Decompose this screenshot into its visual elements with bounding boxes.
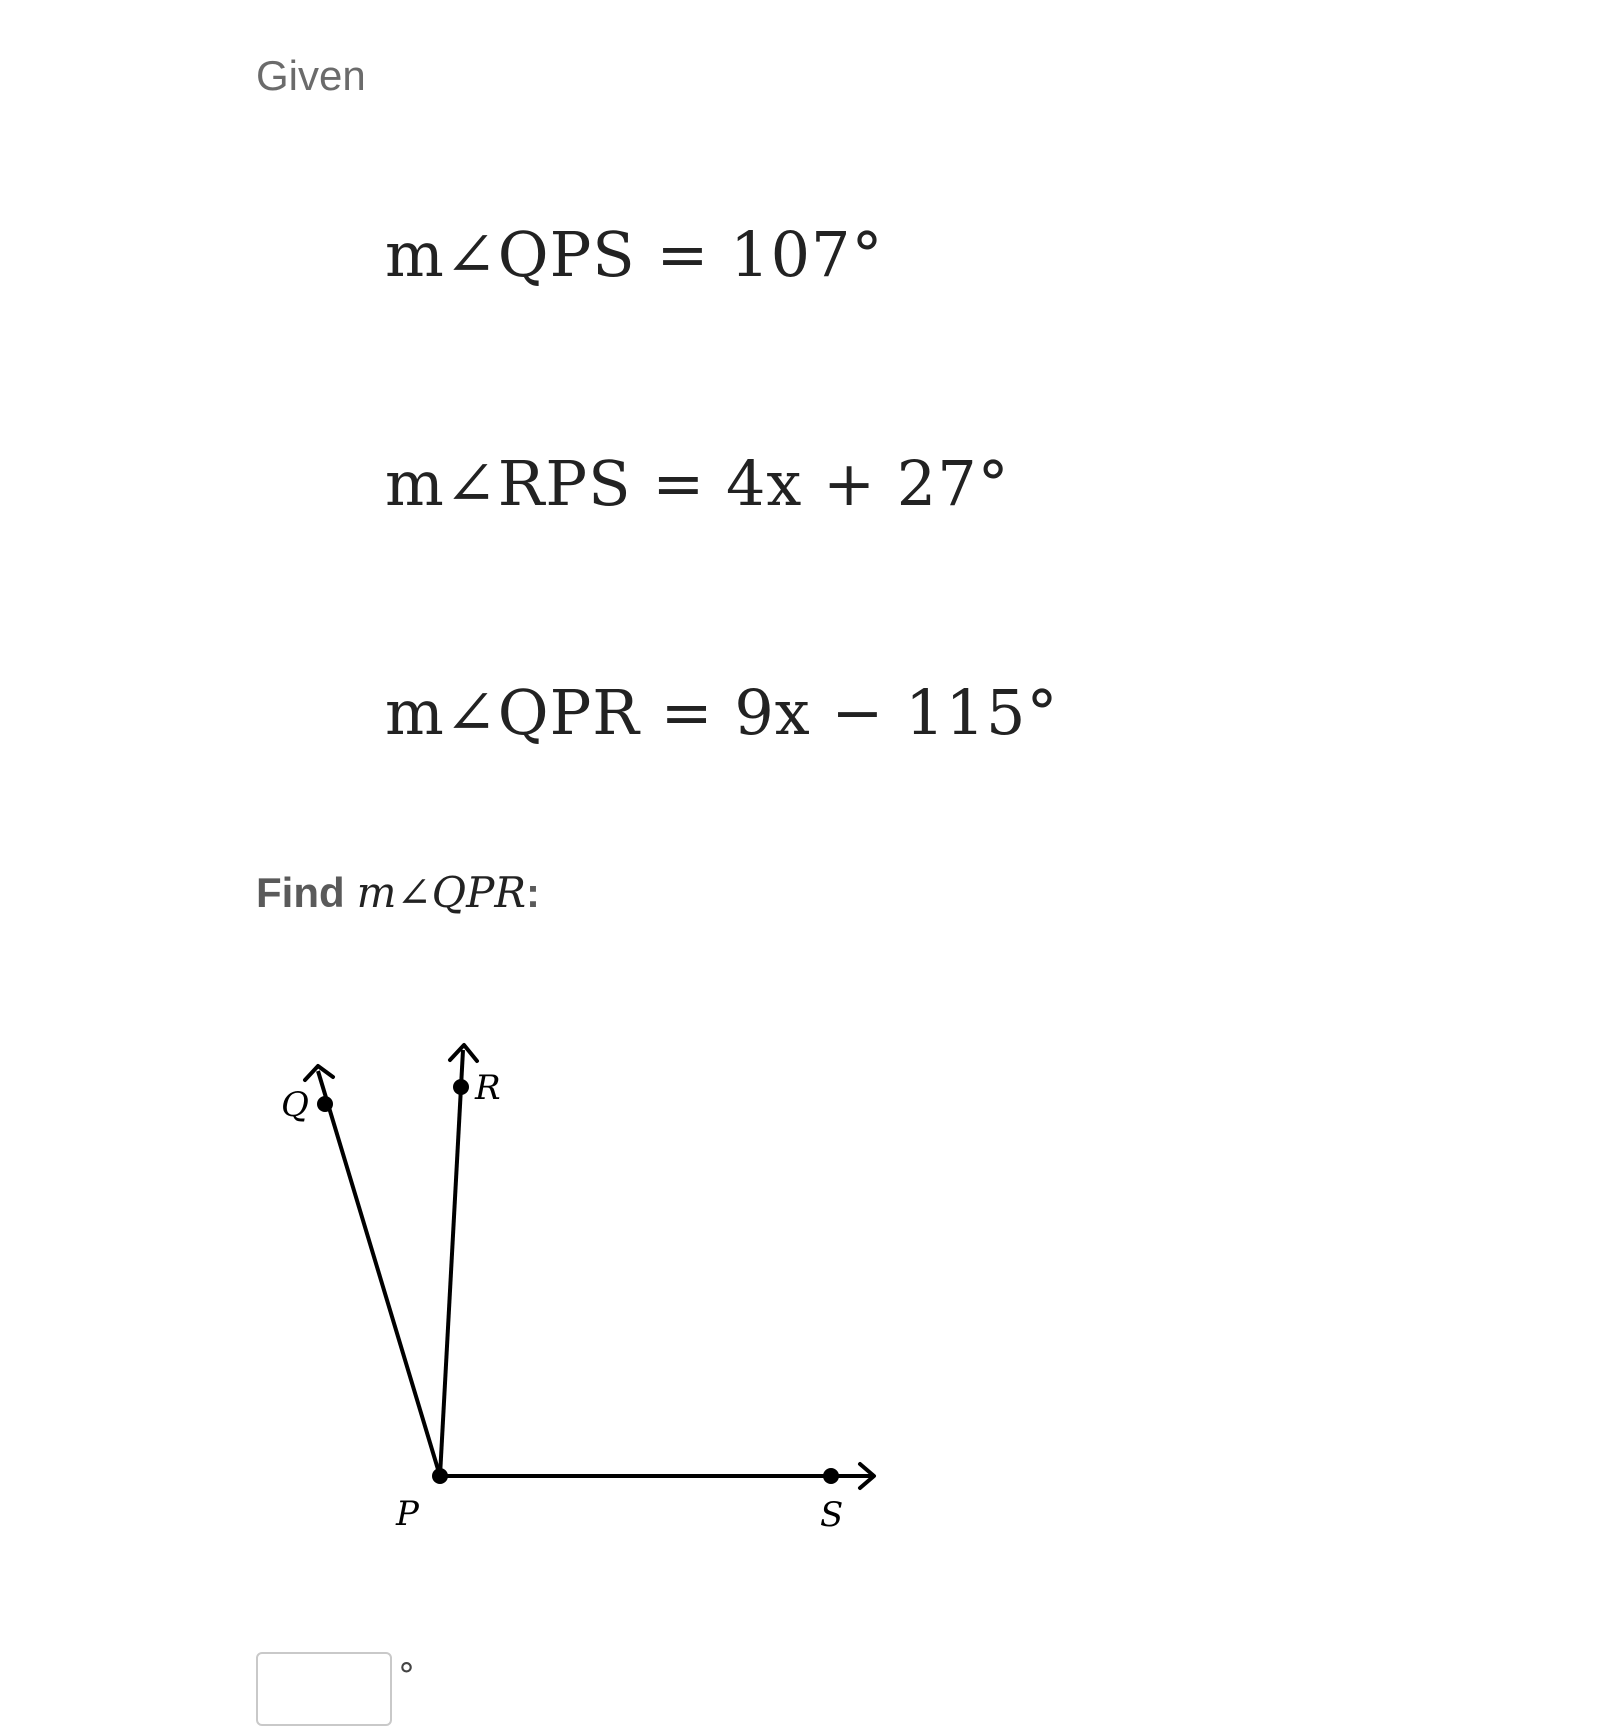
ray-pr-arrowhead (450, 1045, 477, 1061)
point-q (317, 1096, 333, 1112)
ray-ps-arrowhead (860, 1464, 874, 1488)
label-r: R (475, 1068, 501, 1108)
equation-qps: m∠QPS = 107° (385, 218, 884, 291)
label-s: S (820, 1495, 844, 1535)
ray-pq (318, 1071, 440, 1476)
find-prompt (256, 868, 540, 917)
equation-rps: m∠RPS = 4x + 27° (385, 447, 1010, 520)
point-p (432, 1468, 448, 1484)
given-label: Given (256, 52, 366, 99)
answer-input[interactable] (256, 1652, 392, 1726)
ray-pq-arrowhead (305, 1066, 333, 1080)
ray-pr (440, 1050, 463, 1476)
find-colon: : (525, 869, 540, 916)
equation-qpr: m∠QPR = 9x − 115° (385, 676, 1059, 749)
point-r (453, 1079, 469, 1095)
degree-unit: ° (398, 1656, 415, 1696)
find-word: Find (256, 869, 345, 916)
label-q: Q (281, 1085, 309, 1125)
find-expression: m∠QPR (356, 868, 526, 917)
point-s (823, 1468, 839, 1484)
label-p: P (396, 1494, 419, 1534)
